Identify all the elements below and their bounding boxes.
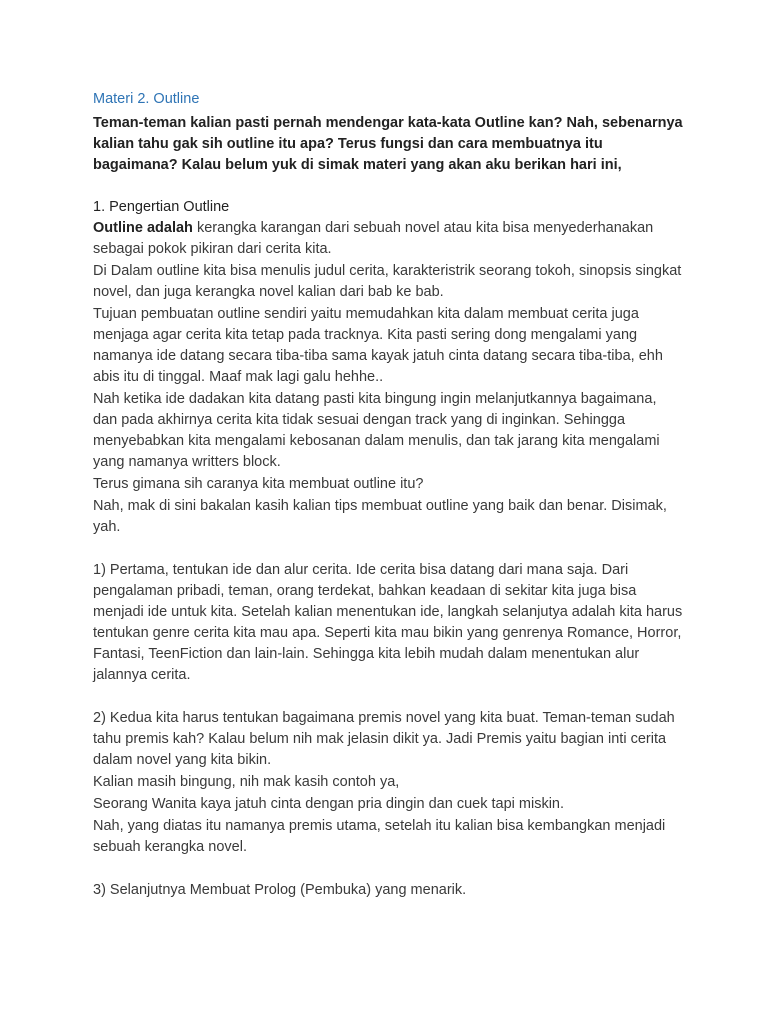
intro-paragraph: Teman-teman kalian pasti pernah mendengar kata-kata Outline kan? Nah, sebenarnya kalian tahu gak sih outline itu apa? Terus fungsi dan cara membuatnya itu bagaimana? Kalau belum yuk di simak materi yang akan aku berikan hari ini, (93, 115, 683, 173)
spacer (93, 539, 683, 560)
paragraph: Tujuan pembuatan outline sendiri yaitu memudahkan kita dalam membuat cerita juga menjaga agar cerita kita tetap pada tracknya. Kita pasti sering dong mengalami yang namanya ide datang secara tiba-tiba sama kayak jatuh cinta datang secara tiba-tiba, ehh abis itu di tinggal. Maaf mak lagi galu hehhe.. (93, 306, 663, 385)
spacer (93, 687, 683, 708)
step-paragraph: 2) Kedua kita harus tentukan bagaimana premis novel yang kita buat. Teman-teman sudah tahu premis kah? Kalau belum nih mak jelasin dikit ya. Jadi Premis yaitu bagian inti cerita dalam novel yang kita bikin. (93, 710, 675, 768)
definition-text: kerangka karangan dari sebuah novel atau kita bisa menyederhanakan sebagai pokok pikiran dari cerita kita. (93, 220, 654, 257)
document-title: Materi 2. Outline (93, 91, 200, 107)
step-paragraph: 3) Selanjutnya Membuat Prolog (Pembuka) yang menarik. (93, 882, 467, 898)
definition-term: Outline adalah (93, 220, 193, 236)
paragraph: Terus gimana sih caranya kita membuat outline itu? (93, 476, 424, 492)
paragraph: Nah, yang diatas itu namanya premis utama, setelah itu kalian bisa kembangkan menjadi sebuah kerangka novel. (93, 818, 666, 855)
spacer (93, 176, 683, 197)
paragraph: Di Dalam outline kita bisa menulis judul cerita, karakteristrik seorang tokoh, sinopsis singkat novel, dan juga kerangka novel kalian dari bab ke bab. (93, 263, 682, 300)
step-paragraph: 1) Pertama, tentukan ide dan alur cerita. Ide cerita bisa datang dari mana saja. Dari pengalaman pribadi, teman, orang terdekat, bahkan keadaan di sekitar kita juga bisa menjadi ide untuk kita. Setelah kalian menentukan ide, langkah selanjutya adalah kita harus tentukan genre cerita kita mau apa. Seperti kita mau bikin yang genrenya Romance, Horror, Fantasi, TeenFiction dan lain-lain. Sehingga kita lebih mudah dalam menentukan alur jalannya cerita. (93, 562, 683, 683)
document-page (93, 88, 683, 902)
paragraph: Nah ketika ide dadakan kita datang pasti kita bingung ingin melanjutkannya bagaimana, dan pada akhirnya cerita kita tidak sesuai dengan track yang di inginkan. Sehingga menyebabkan kita mengalami kebosanan dalam menulis, dan tak jarang kita mengalami yang namanya writters block. (93, 391, 660, 470)
definition-paragraph (93, 218, 683, 260)
spacer (93, 859, 683, 880)
paragraph: Kalian masih bingung, nih mak kasih contoh ya, (93, 774, 400, 790)
section-heading: 1. Pengertian Outline (93, 199, 230, 215)
paragraph: Nah, mak di sini bakalan kasih kalian tips membuat outline yang baik dan benar. Disimak, yah. (93, 498, 667, 535)
paragraph: Seorang Wanita kaya jatuh cinta dengan pria dingin dan cuek tapi miskin. (93, 796, 565, 812)
